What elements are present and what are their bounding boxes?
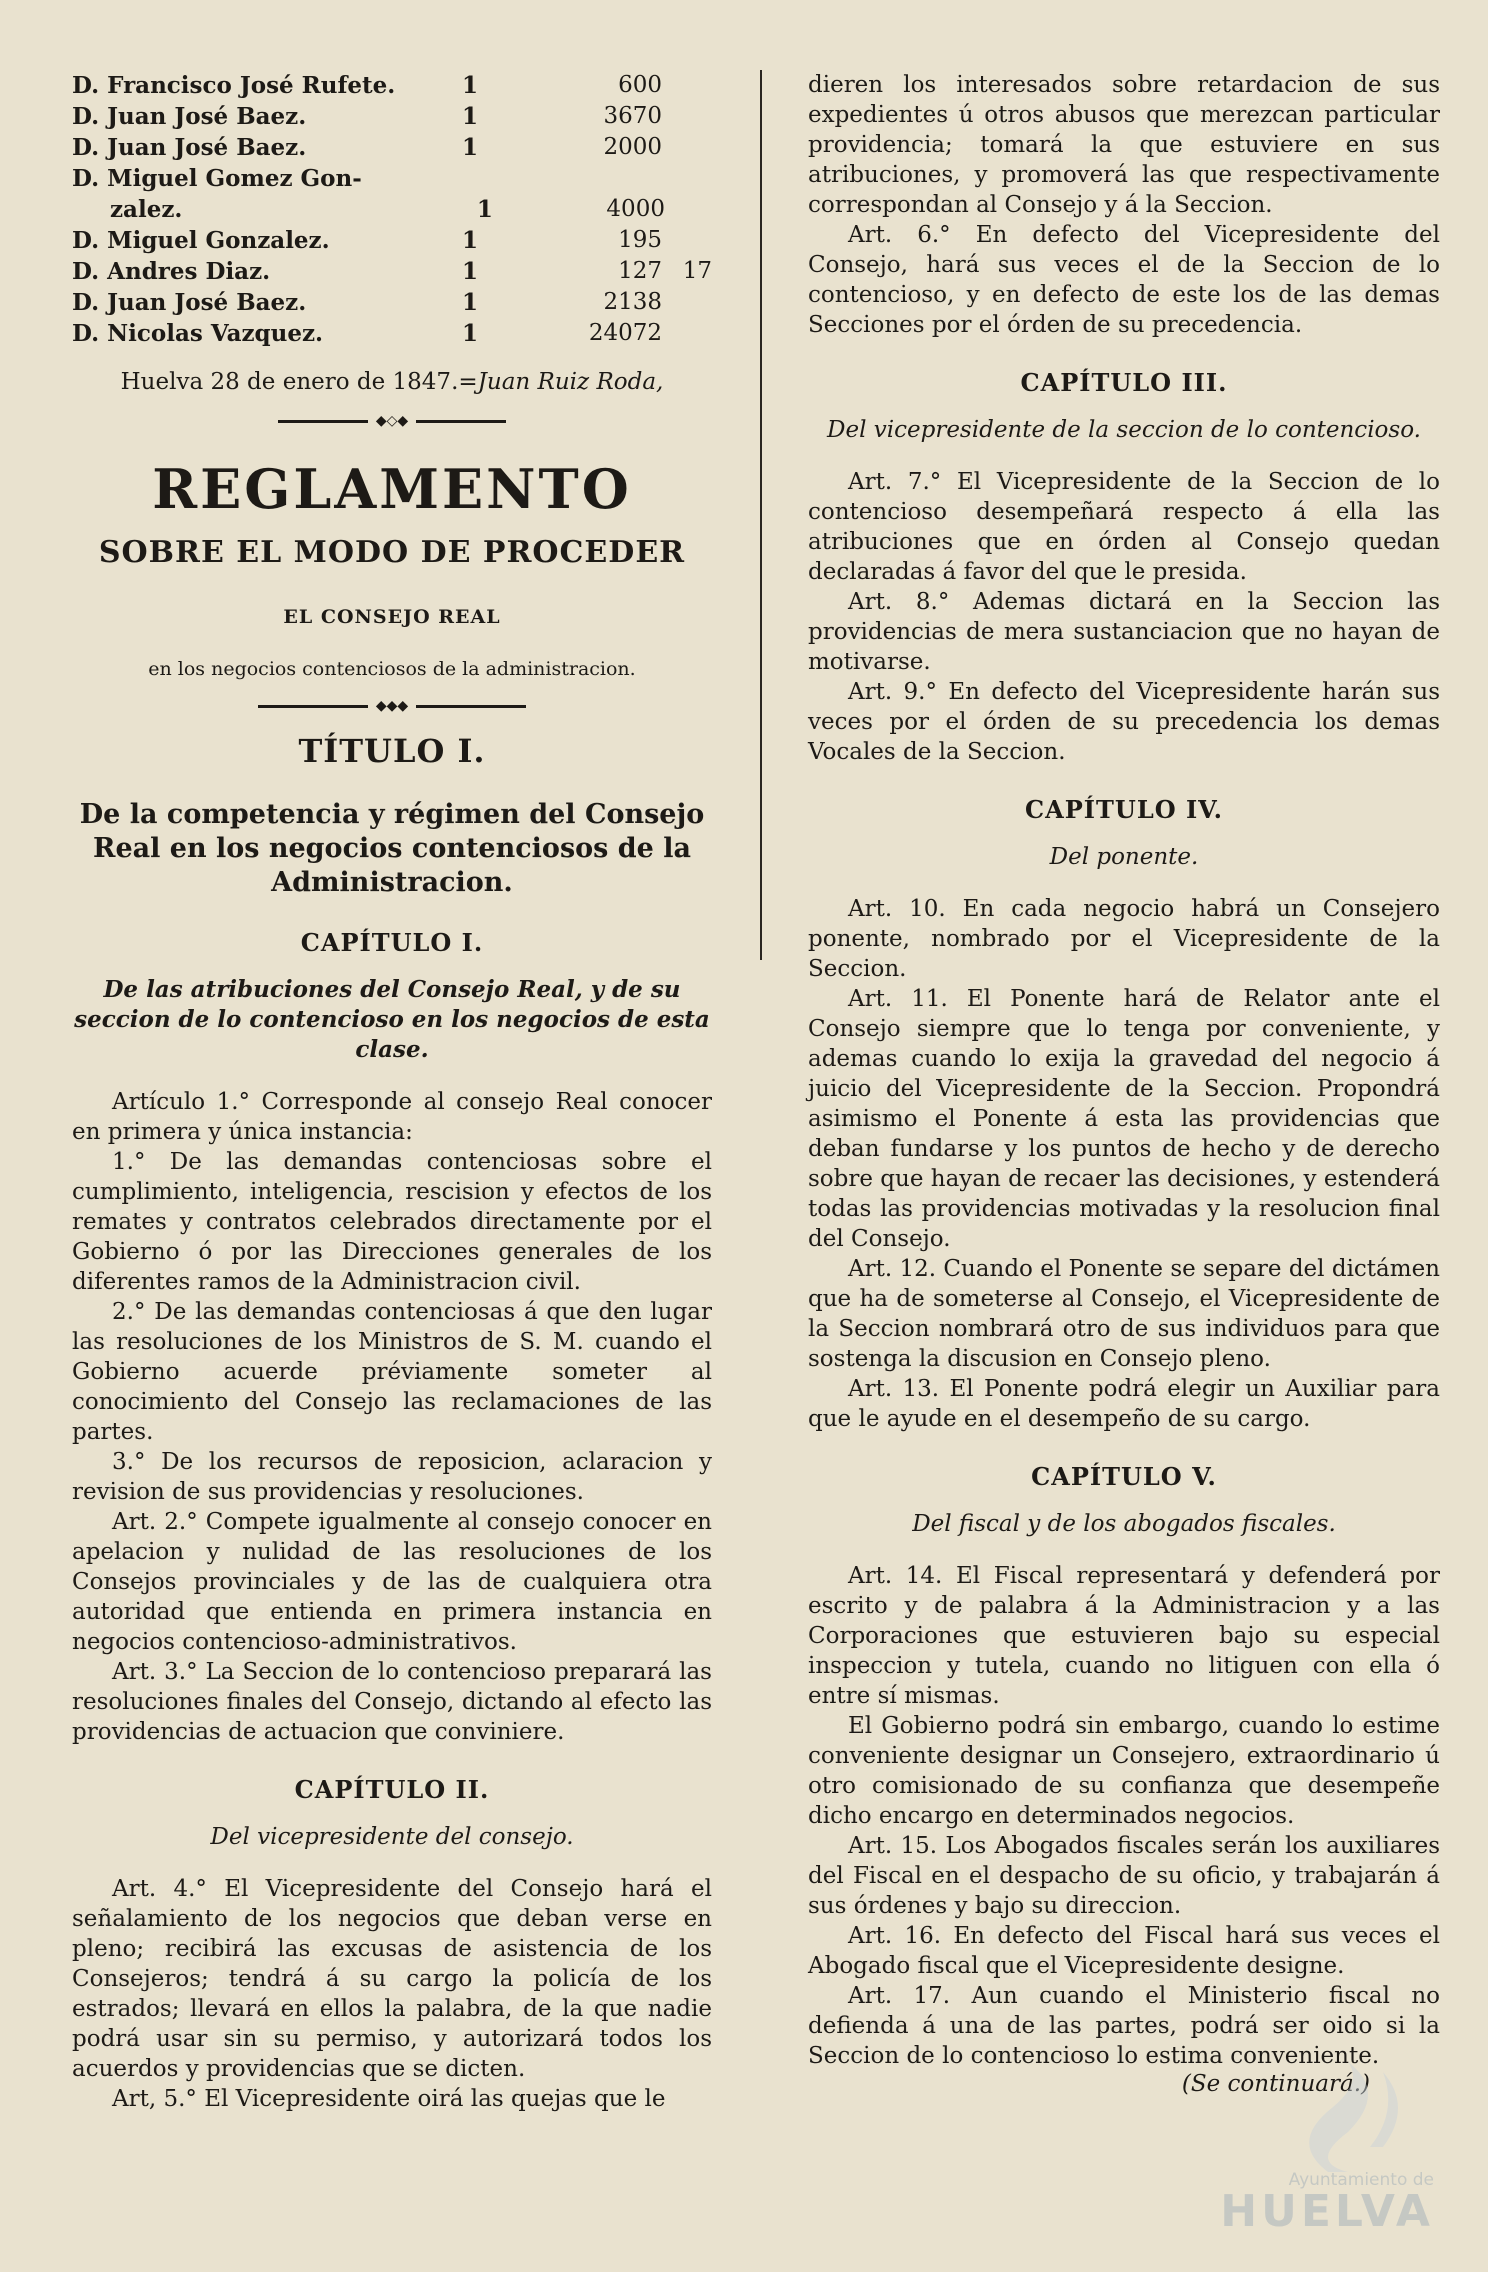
list-qty: 1 [462, 258, 479, 285]
list-name: D. Francisco José Rufete. [72, 72, 396, 99]
list-qty: 1 [462, 320, 479, 347]
list-row [72, 132, 712, 163]
list-extra [662, 287, 712, 318]
article-paragraph: 3.° De los recursos de reposicion, aclaracion y revision de sus providencias y resoluciones. [72, 1449, 712, 1505]
list-name: D. Nicolas Vazquez. [72, 320, 324, 347]
chapter-heading: CAPÍTULO III. [1020, 368, 1228, 397]
chapter-description: De las atribuciones del Consejo Real, y de su seccion de lo contencioso en los negocios de esta clase. [74, 976, 710, 1063]
article-paragraph: Art. 7.° El Vicepresidente de la Seccion de lo contencioso desempeñará respecto á ella las atribuciones que en órden al Consejo quedan declaradas á favor del que le presida. [808, 469, 1440, 585]
chapter-heading: CAPÍTULO I. [300, 928, 484, 957]
list-row [72, 194, 712, 225]
article-paragraph: Art. 13. El Ponente podrá elegir un Auxiliar para que le ayude en el desempeño de su cargo. [808, 1376, 1440, 1432]
list-qty: 1 [476, 196, 493, 223]
list-qty: 1 [462, 227, 479, 254]
list-extra [662, 225, 712, 256]
list-name: D. Juan José Baez. [72, 289, 307, 316]
ornament-separator [72, 413, 712, 429]
signature-place-date: Huelva 28 de enero de 1847.= [120, 369, 478, 395]
list-amount: 2138 [603, 289, 662, 315]
watermark-logo [1158, 2052, 1458, 2242]
list-name: D. Andres Diaz. [72, 258, 271, 285]
article-paragraph: Art. 17. Aun cuando el Ministerio fiscal no defienda á una de las partes, podrá ser oido si la Seccion de lo contencioso lo estima conveniente. [808, 1983, 1440, 2069]
column-divider [760, 70, 762, 960]
list-qty: 1 [462, 289, 479, 316]
article-paragraph: Art. 12. Cuando el Ponente se separe del dictámen que ha de someterse al Consejo, el Vicepresidente de la Seccion nombrará otro de sus individuos para que sostenga la discusion en Consejo pleno. [808, 1256, 1440, 1372]
list-row [72, 70, 712, 101]
list-name: D. Miguel Gonzalez. [72, 227, 330, 254]
article-paragraph: 1.° De las demandas contenciosas sobre el cumplimiento, inteligencia, rescision y efectos de los remates y contratos celebrados directamente por el Gobierno ó por las Direcciones generales de los diferentes ramos de la Administracion civil. [72, 1149, 712, 1295]
right-column [808, 70, 1440, 2097]
ornament-icon: ◆◇◆ [375, 413, 409, 429]
signature-line [72, 369, 712, 395]
reglamento-subtitle: SOBRE EL MODO DE PROCEDER [98, 535, 686, 570]
list-row [72, 318, 712, 349]
article-paragraph: Art. 2.° Compete igualmente al consejo conocer en apelacion y nulidad de las resoluciones de los Consejos provinciales y de las de cualquiera otra autoridad que entienda en primera instancia en negocios contencioso-administrativos. [72, 1509, 712, 1655]
ornament-separator [72, 698, 712, 714]
article-paragraph: Art. 3.° La Seccion de lo contencioso preparará las resoluciones finales del Consejo, dictando al efecto las providencias de actuacion que conviniere. [72, 1659, 712, 1745]
left-column [72, 70, 712, 2114]
article-paragraph: 2.° De las demandas contenciosas á que den lugar las resoluciones de los Ministros de S. M. cuando el Gobierno acuerde préviamente someter al conocimiento del Consejo las reclamaciones de las partes. [72, 1299, 712, 1445]
list-extra: 17 [682, 258, 712, 284]
article-paragraph: El Gobierno podrá sin embargo, cuando lo estime conveniente designar un Consejero, extraordinario ú otro comisionado de su confianza que desempeñe dicho encargo en determinados negocios. [808, 1713, 1440, 1829]
list-amount: 24072 [588, 320, 662, 346]
ornament-icon: ◆◆◆ [375, 698, 409, 714]
titulo-heading: TÍTULO I. [298, 732, 486, 770]
article-paragraph: Art. 11. El Ponente hará de Relator ante el Consejo siempre que lo tenga por conveniente, y ademas cuando lo exija la gravedad del negocio á juicio del Vicepresidente de la Seccion. Propondrá asimismo el Ponente á esta las providencias que deban fundarse y los puntos de hecho y de derecho sobre que hayan de recaer las decisiones, y estenderá todas las providencias motivadas y la resolucion final del Consejo. [808, 986, 1440, 1252]
chapter-description: Del fiscal y de los abogados fiscales. [912, 1511, 1336, 1537]
watermark-text: Ayuntamiento de [1288, 2170, 1434, 2190]
article-paragraph: Art. 4.° El Vicepresidente del Consejo hará el señalamiento de los negocios que deban verse en pleno; recibirá las excusas de asistencia de los Consejeros; tendrá á su cargo la policía de los estrados; llevará en ellos la palabra, de la que nadie podrá usar sin su permiso, y autorizará todos los acuerdos y providencias que se dicten. [72, 1876, 712, 2082]
list-qty: 1 [462, 103, 479, 130]
list-extra [665, 194, 712, 225]
article-paragraph: Art. 9.° En defecto del Vicepresidente harán sus veces por el órden de su precedencia los demas Vocales de la Seccion. [808, 679, 1440, 765]
chapter-heading: CAPÍTULO IV. [1025, 795, 1223, 824]
article-paragraph: Art. 8.° Ademas dictará en la Seccion las providencias de mera sustanciacion que no hayan de motivarse. [808, 589, 1440, 675]
list-qty: 1 [462, 134, 479, 161]
list-extra [662, 132, 712, 163]
payment-list [72, 70, 712, 349]
article-paragraph: Art. 10. En cada negocio habrá un Consejero ponente, nombrado por el Vicepresidente de la Seccion. [808, 896, 1440, 982]
list-row [72, 287, 712, 318]
article-paragraph: Art. 15. Los Abogados fiscales serán los auxiliares del Fiscal en el despacho de su oficio, y trabajarán á sus órdenes y bajo su direccion. [808, 1833, 1440, 1919]
list-name: zalez. [110, 196, 183, 223]
titulo-description: De la competencia y régimen del Consejo Real en los negocios contenciosos de la Administracion. [79, 799, 705, 898]
list-extra [662, 101, 712, 132]
watermark-text: HUELVA [1220, 2186, 1434, 2237]
list-qty [462, 163, 542, 194]
list-row [72, 225, 712, 256]
list-amount: 195 [618, 227, 662, 253]
list-row [72, 101, 712, 132]
list-extra [662, 318, 712, 349]
list-extra [662, 70, 712, 101]
article-paragraph: dieren los interesados sobre retardacion de sus expedientes ú otros abusos que merezcan particular providencia; tomará la que estuviere en sus atribuciones, y promoverá las que respectivamente correspondan al Consejo y á la Seccion. [808, 72, 1440, 218]
list-amount: 4000 [606, 196, 665, 222]
list-amount [542, 163, 662, 194]
signature-name: Juan Ruiz Roda, [477, 369, 664, 395]
chapter-description: Del vicepresidente de la seccion de lo contencioso. [827, 417, 1421, 443]
list-amount: 600 [618, 72, 662, 98]
list-qty: 1 [462, 72, 479, 99]
list-name: D. Juan José Baez. [72, 134, 307, 161]
article-paragraph: Art. 14. El Fiscal representará y defenderá por escrito y de palabra á la Administracion y a las Corporaciones que estuvieren bajo su especial inspeccion y tutela, cuando no litiguen con ella ó entre sí mismas. [808, 1563, 1440, 1709]
article-paragraph: Art, 5.° El Vicepresidente oirá las quejas que le [112, 2086, 666, 2112]
list-name: D. Juan José Baez. [72, 103, 307, 130]
article-paragraph: Artículo 1.° Corresponde al consejo Real conocer en primera y única instancia: [72, 1089, 712, 1145]
chapter-heading: CAPÍTULO II. [294, 1775, 490, 1804]
list-amount: 127 [618, 258, 662, 284]
list-row [72, 256, 712, 287]
article-paragraph: Art. 6.° En defecto del Vicepresidente del Consejo, hará sus veces el de la Seccion de lo contencioso, y en defecto de este los de las demas Secciones por el órden de su precedencia. [808, 222, 1440, 338]
continued-note: (Se continuará.) [1181, 2071, 1370, 2097]
reglamento-subtitle-2: EL CONSEJO REAL [283, 606, 501, 628]
chapter-heading: CAPÍTULO V. [1031, 1462, 1217, 1491]
chapter-description: Del vicepresidente del consejo. [210, 1824, 574, 1850]
list-amount: 3670 [603, 103, 662, 129]
reglamento-subtitle-3: en los negocios contenciosos de la administracion. [148, 658, 636, 680]
reglamento-title: REGLAMENTO [152, 457, 632, 521]
list-extra [662, 163, 712, 194]
list-amount: 2000 [603, 134, 662, 160]
chapter-description: Del ponente. [1049, 844, 1199, 870]
list-name: D. Miguel Gomez Gon- [72, 165, 362, 192]
article-paragraph: Art. 16. En defecto del Fiscal hará sus veces el Abogado fiscal que el Vicepresidente designe. [808, 1923, 1440, 1979]
list-row [72, 163, 712, 194]
